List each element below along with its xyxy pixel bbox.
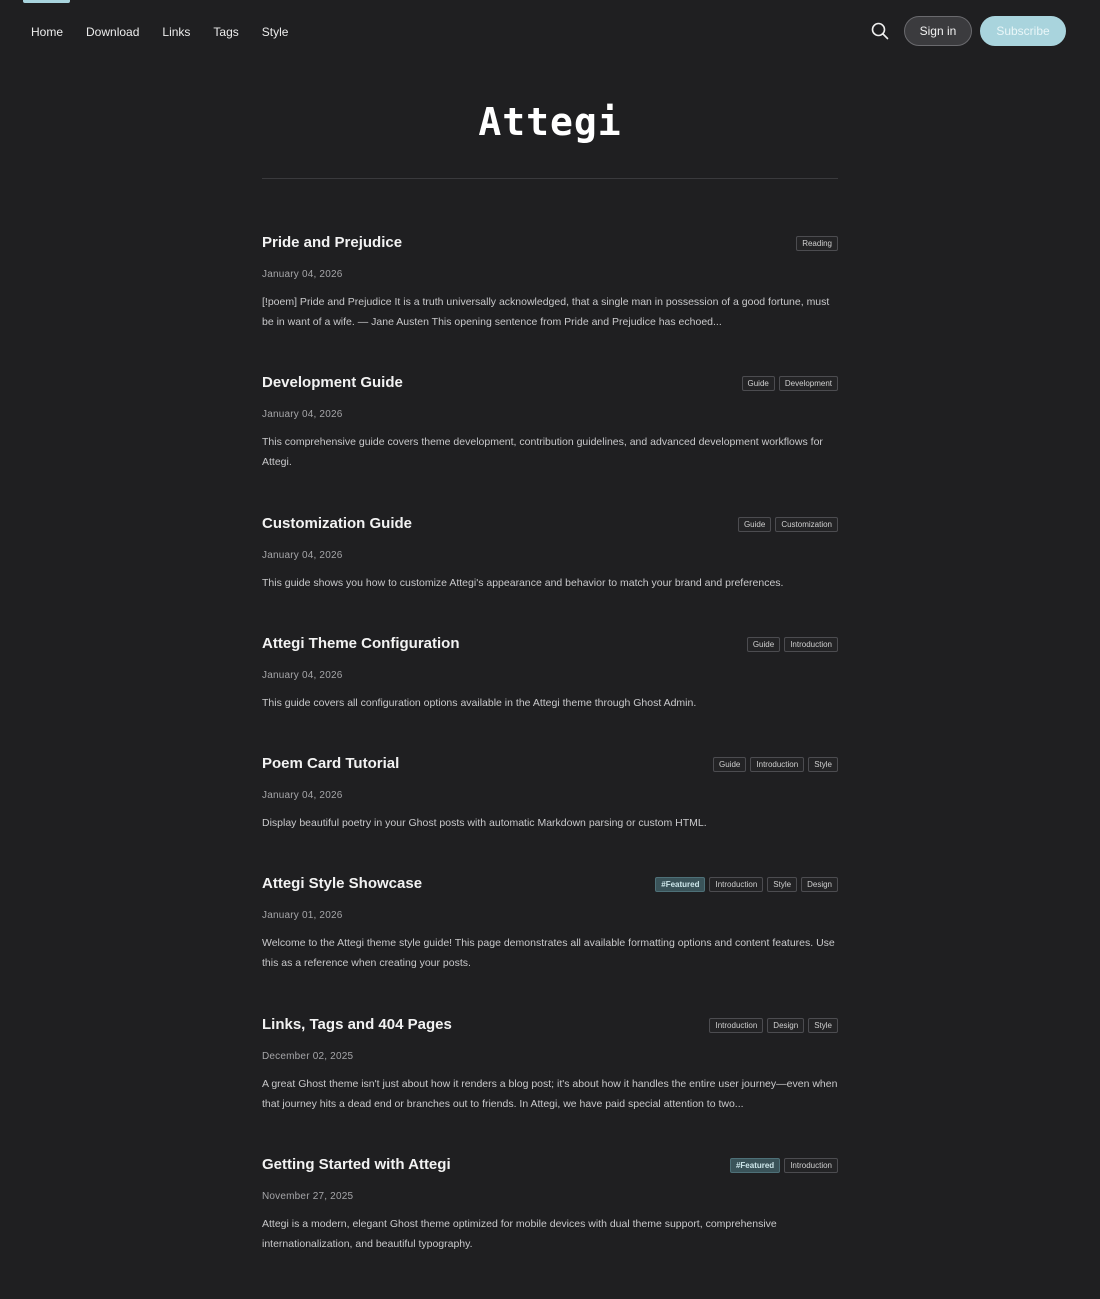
post-tag[interactable]: #Featured: [655, 877, 705, 892]
post-excerpt: This comprehensive guide covers theme development, contribution guidelines, and advanced development workflows for Attegi.: [262, 436, 823, 468]
post-excerpt: This guide shows you how to customize Attegi's appearance and behavior to match your brand and preferences.: [262, 577, 784, 589]
post-tags: [730, 1158, 838, 1173]
post-card: [262, 507, 838, 593]
post-tag[interactable]: Introduction: [709, 1018, 763, 1033]
post-card: [262, 1008, 838, 1114]
post-header: [262, 226, 838, 260]
post-tag[interactable]: Customization: [775, 517, 838, 532]
post-card: [262, 366, 838, 472]
post-tag[interactable]: Introduction: [750, 757, 804, 772]
post-header: [262, 867, 838, 901]
post-tags: [796, 236, 838, 251]
post-header: [262, 1148, 838, 1182]
nav-item-links[interactable]: Links: [162, 25, 191, 39]
post-tags: [738, 517, 838, 532]
post-excerpt: Welcome to the Attegi theme style guide! This page demonstrates all available formatting options and content features. Use this as a reference when creating your posts.: [262, 937, 835, 969]
post-title[interactable]: Customization Guide: [262, 515, 412, 532]
post-tags: [747, 637, 838, 652]
post-tag[interactable]: Introduction: [784, 637, 838, 652]
post-tag[interactable]: Style: [808, 757, 838, 772]
post-card: [262, 747, 838, 833]
post-card: [262, 627, 838, 713]
post-date: January 04, 2026: [262, 670, 343, 681]
post-title[interactable]: Pride and Prejudice: [262, 234, 403, 251]
post-tag[interactable]: Style: [767, 877, 797, 892]
post-title[interactable]: Attegi Theme Configuration: [262, 635, 460, 652]
nav-item-tags[interactable]: Tags: [213, 25, 239, 39]
post-tag[interactable]: Guide: [713, 757, 746, 772]
post-date: January 01, 2026: [262, 910, 343, 921]
post-date: January 04, 2026: [262, 790, 343, 801]
post-card: [262, 867, 838, 973]
post-tag[interactable]: Introduction: [784, 1158, 838, 1173]
nav-item-download[interactable]: Download: [86, 25, 140, 39]
post-date: November 27, 2025: [262, 1191, 354, 1202]
post-header: [262, 1008, 838, 1042]
post-card: [262, 226, 838, 332]
post-date: January 04, 2026: [262, 550, 343, 561]
post-tag[interactable]: #Featured: [730, 1158, 780, 1173]
post-date: January 04, 2026: [262, 409, 343, 420]
subscribe-button[interactable]: Subscribe: [980, 16, 1066, 46]
post-title[interactable]: Getting Started with Attegi: [262, 1156, 451, 1173]
nav-active-indicator: [23, 0, 70, 3]
post-excerpt: Display beautiful poetry in your Ghost posts with automatic Markdown parsing or custom HTML.: [262, 817, 707, 829]
search-icon[interactable]: [867, 15, 893, 47]
post-excerpt: This guide covers all configuration options available in the Attegi theme through Ghost Admin.: [262, 697, 697, 709]
post-tags: [713, 757, 838, 772]
post-excerpt: Attegi is a modern, elegant Ghost theme optimized for mobile devices with dual theme support, comprehensive internationalization, and beautiful typography.: [262, 1218, 777, 1250]
post-tags: [709, 1018, 838, 1033]
nav-item-home[interactable]: Home: [31, 25, 64, 39]
post-tag[interactable]: Introduction: [709, 877, 763, 892]
post-tag[interactable]: Development: [779, 376, 838, 391]
post-tags: [655, 877, 838, 892]
post-tag[interactable]: Guide: [738, 517, 771, 532]
post-header: [262, 627, 838, 661]
sign-in-button[interactable]: Sign in: [904, 16, 972, 46]
post-header: [262, 747, 838, 781]
post-tag[interactable]: Reading: [796, 236, 838, 251]
post-date: December 02, 2025: [262, 1051, 354, 1062]
post-title[interactable]: Links, Tags and 404 Pages: [262, 1016, 452, 1033]
post-tag[interactable]: Style: [808, 1018, 838, 1033]
post-excerpt: A great Ghost theme isn't just about how it renders a blog post; it's about how it handles the entire user journey—even when that journey hits a dead end or branches out to friends. In Attegi, we have paid special attention to two...: [262, 1078, 838, 1110]
post-tag[interactable]: Guide: [747, 637, 780, 652]
post-tag[interactable]: Design: [801, 877, 838, 892]
post-header: [262, 507, 838, 541]
post-card: [262, 1148, 838, 1254]
post-title[interactable]: Development Guide: [262, 374, 403, 391]
post-date: January 04, 2026: [262, 269, 343, 280]
header-actions: [867, 15, 1066, 47]
header-divider: [262, 178, 838, 179]
nav-item-style[interactable]: Style: [261, 25, 289, 39]
post-tags: [742, 376, 839, 391]
site-header: [0, 0, 1100, 64]
post-title[interactable]: Attegi Style Showcase: [262, 875, 423, 892]
post-title[interactable]: Poem Card Tutorial: [262, 755, 400, 772]
post-excerpt: [!poem] Pride and Prejudice It is a truth universally acknowledged, that a single man in possession of a good fortune, must be in want of a wife. — Jane Austen This opening sentence from Pride and Prejudice has echoed...: [262, 296, 830, 328]
post-tag[interactable]: Guide: [742, 376, 775, 391]
post-tag[interactable]: Design: [767, 1018, 804, 1033]
site-title[interactable]: Attegi: [478, 100, 622, 144]
main-nav: [31, 24, 288, 40]
post-header: [262, 366, 838, 400]
